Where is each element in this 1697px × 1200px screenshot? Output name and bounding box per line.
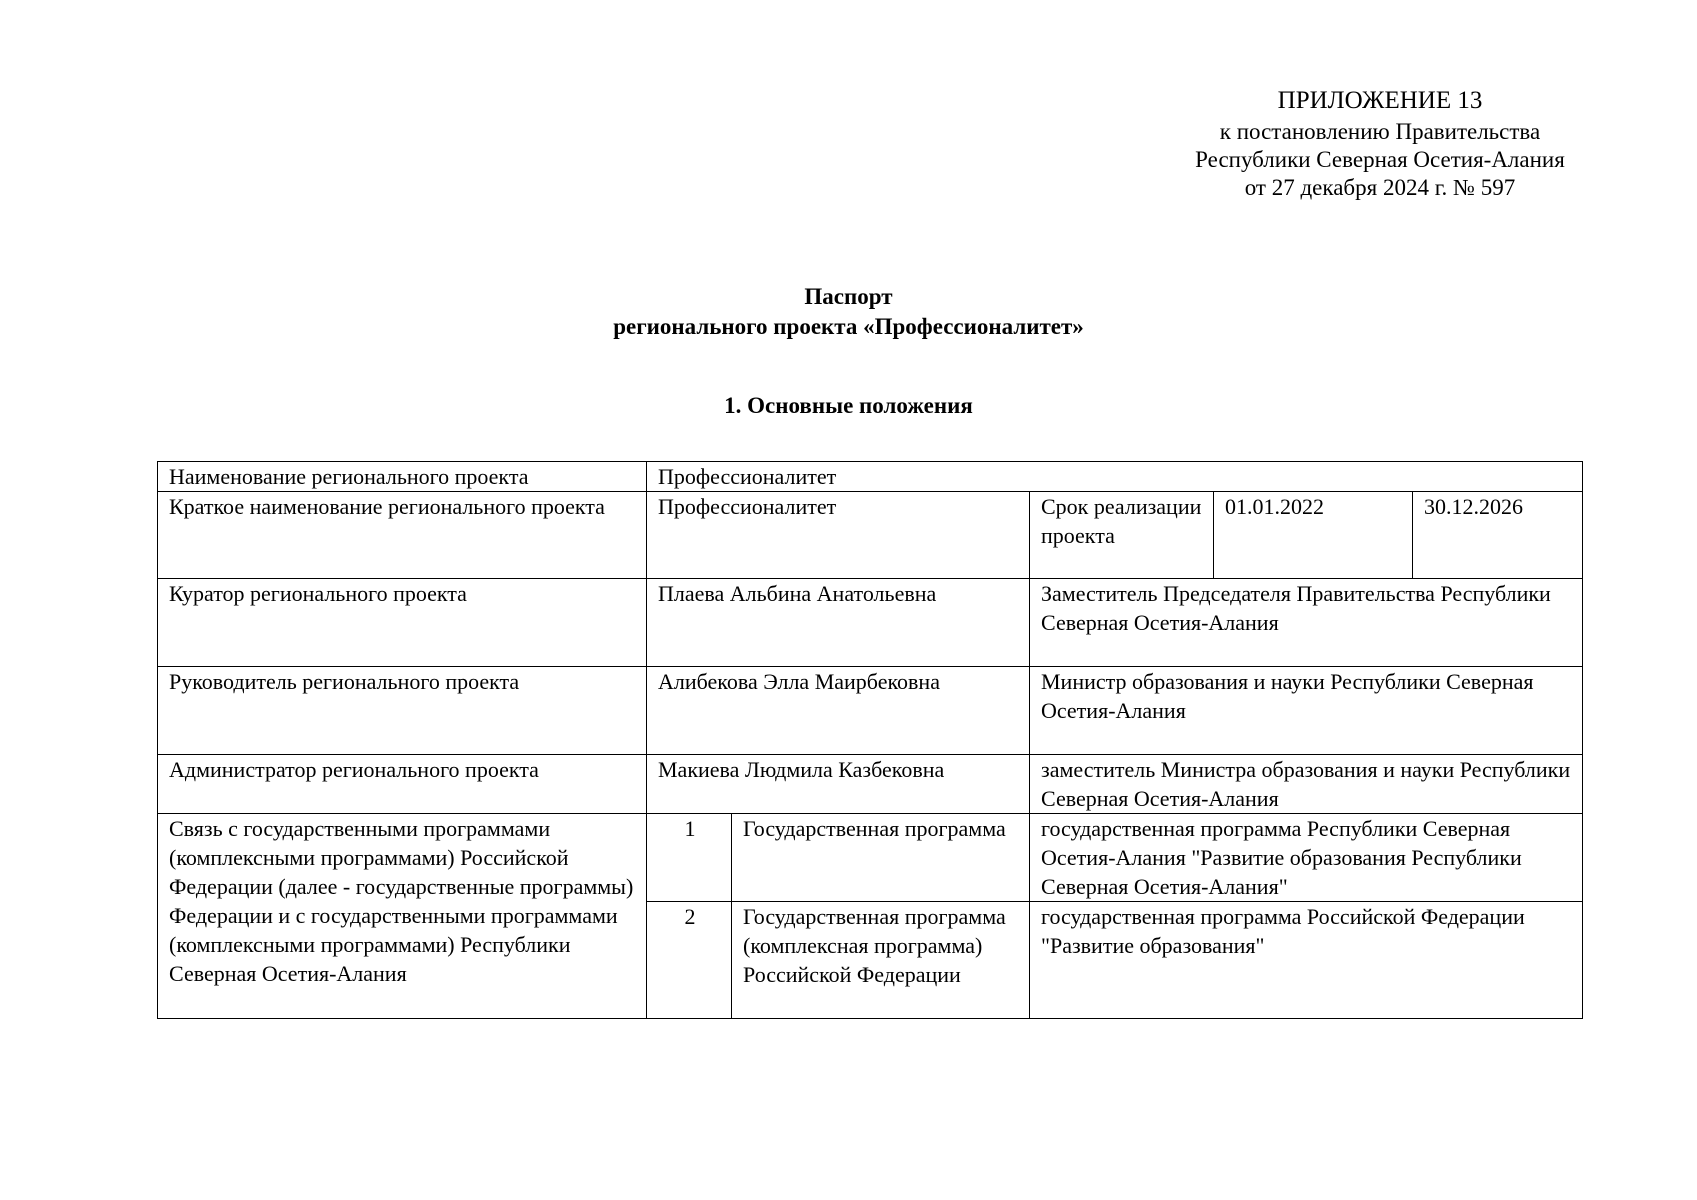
curator-person: Плаева Альбина Анатольевна xyxy=(647,579,1030,667)
administrator-position: заместитель Министра образования и науки Республики Северная Осетия-Алания xyxy=(1030,755,1583,814)
appendix-title: ПРИЛОЖЕНИЕ 13 xyxy=(1277,87,1483,114)
table-row-curator xyxy=(158,579,1583,667)
table-row-program-1 xyxy=(158,814,1583,902)
table-row-short-name xyxy=(158,492,1583,579)
project-name-value: Профессионалитет xyxy=(647,462,1583,492)
section-heading: 1. Основные положения xyxy=(724,393,973,418)
passport-table xyxy=(157,461,1583,1019)
short-name-label: Краткое наименование регионального проекта xyxy=(158,492,647,579)
project-name-label: Наименование регионального проекта xyxy=(158,462,647,492)
document-title-line-2: регионального проекта «Профессионалитет» xyxy=(613,314,1084,339)
leader-label: Руководитель регионального проекта xyxy=(158,667,647,755)
table-row-name xyxy=(158,462,1583,492)
curator-position: Заместитель Председателя Правительства Республики Северная Осетия-Алания xyxy=(1030,579,1583,667)
program-2-number: 2 xyxy=(647,902,732,1019)
leader-person: Алибекова Элла Маирбековна xyxy=(647,667,1030,755)
appendix-line-1: к постановлению Правительства xyxy=(1219,119,1541,144)
table-row-leader xyxy=(158,667,1583,755)
table-row-administrator xyxy=(158,755,1583,814)
appendix-line-3: от 27 декабря 2024 г. № 597 xyxy=(1244,175,1516,200)
programs-label: Связь с государственными программами (комплексными программами) Российской Федерации (далее - государственные программы) Федерации и с государственными программами (комплексными программами) Республики Северная Осетия-Алания xyxy=(158,814,647,1019)
appendix-block xyxy=(1150,86,1610,202)
end-date: 30.12.2026 xyxy=(1413,492,1583,579)
program-1-type: Государственная программа xyxy=(732,814,1030,902)
leader-position: Министр образования и науки Республики Северная Осетия-Алания xyxy=(1030,667,1583,755)
program-1-name: государственная программа Республики Северная Осетия-Алания "Развитие образования Республики Северная Осетия-Алания" xyxy=(1030,814,1583,902)
term-label: Срок реализации проекта xyxy=(1030,492,1214,579)
curator-label: Куратор регионального проекта xyxy=(158,579,647,667)
document-title xyxy=(0,282,1697,342)
appendix-line-2: Республики Северная Осетия-Алания xyxy=(1195,147,1565,172)
short-name-value: Профессионалитет xyxy=(647,492,1030,579)
start-date: 01.01.2022 xyxy=(1214,492,1413,579)
administrator-label: Администратор регионального проекта xyxy=(158,755,647,814)
program-2-type: Государственная программа (комплексная программа) Российской Федерации xyxy=(732,902,1030,1019)
program-1-number: 1 xyxy=(647,814,732,902)
program-2-name: государственная программа Российской Федерации "Развитие образования" xyxy=(1030,902,1583,1019)
administrator-person: Макиева Людмила Казбековна xyxy=(647,755,1030,814)
document-title-line-1: Паспорт xyxy=(804,284,893,309)
